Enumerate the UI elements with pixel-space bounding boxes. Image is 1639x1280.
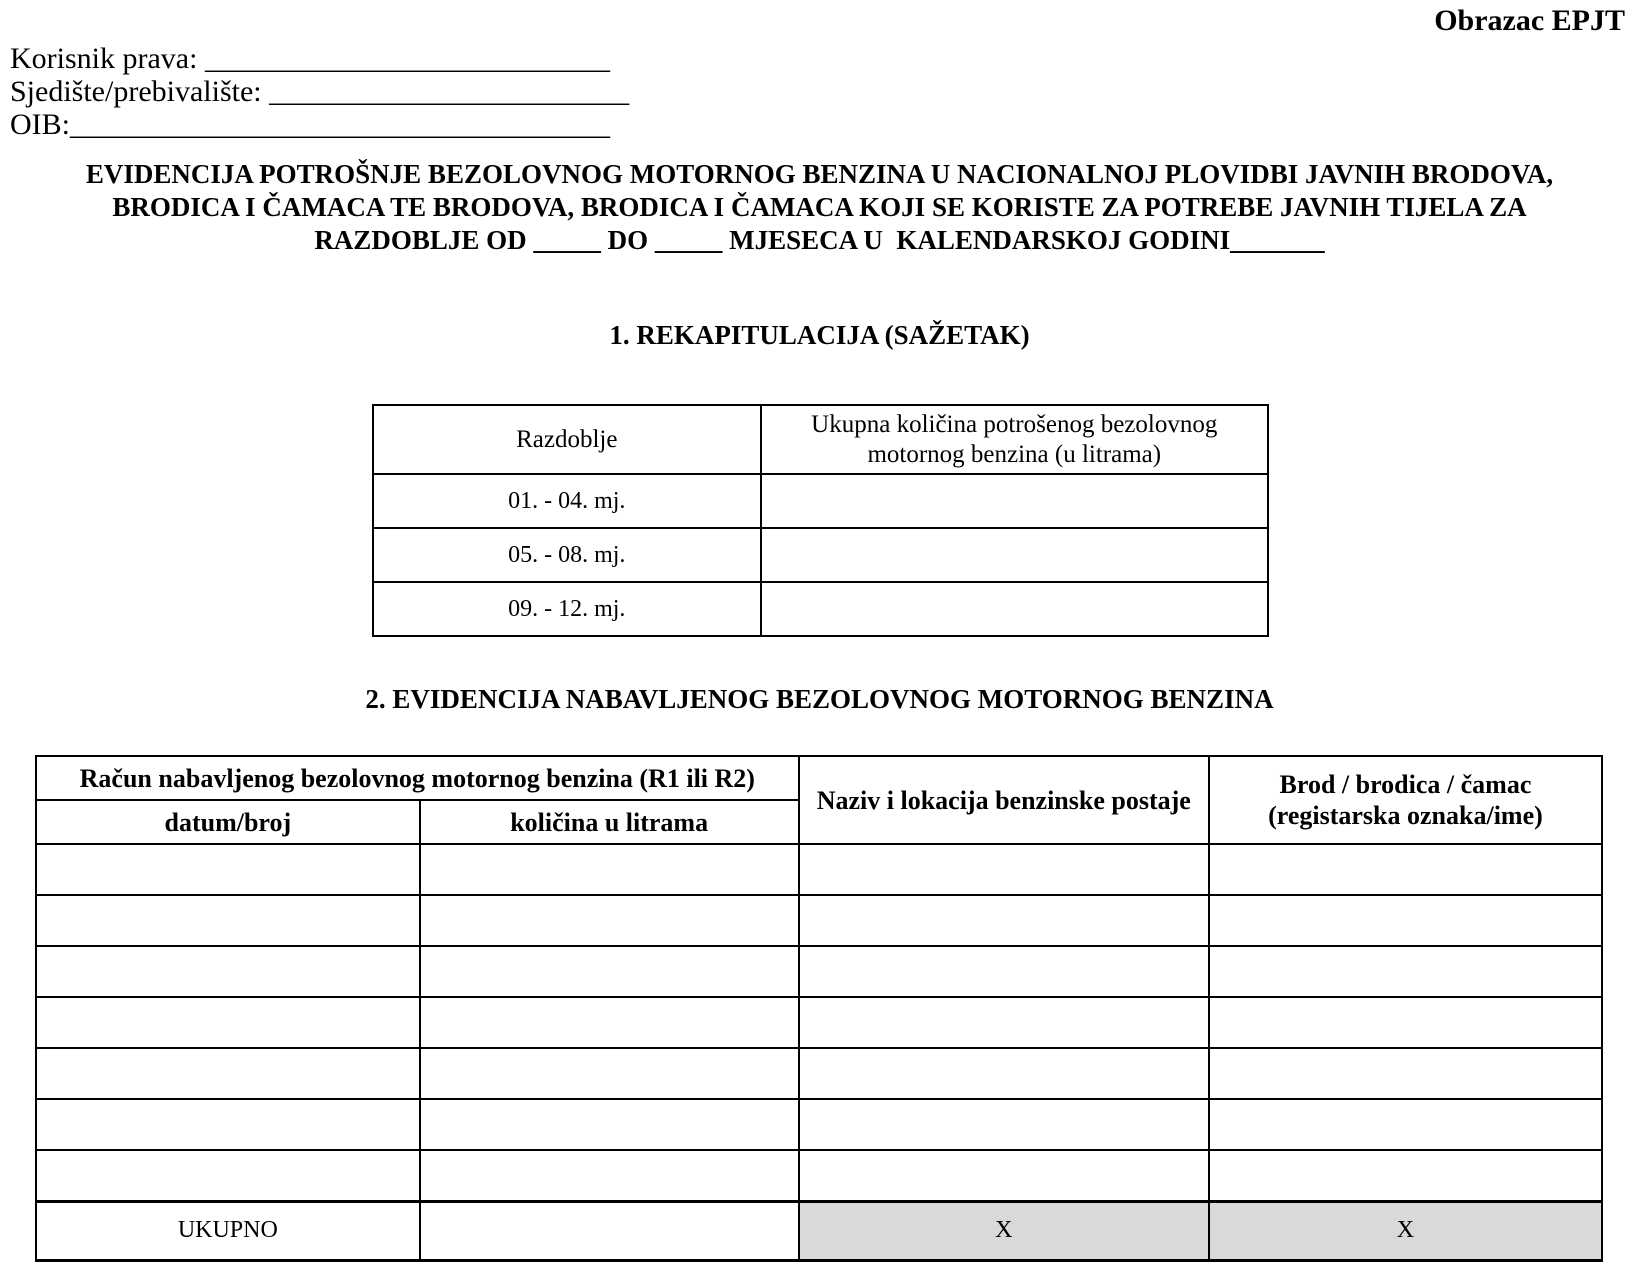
empty-input-cell[interactable] bbox=[36, 895, 420, 946]
purchase-row-empty bbox=[36, 844, 1602, 895]
title-line-3: RAZDOBLJE OD _____ DO _____ MJESECA U KALENDARSKOJ GODINI_______ bbox=[314, 225, 1325, 255]
quantity-input-cell[interactable] bbox=[761, 528, 1268, 582]
empty-input-cell[interactable] bbox=[1209, 1150, 1602, 1201]
empty-input-cell[interactable] bbox=[36, 997, 420, 1048]
empty-input-cell[interactable] bbox=[420, 997, 799, 1048]
empty-input-cell[interactable] bbox=[1209, 1048, 1602, 1099]
empty-input-cell[interactable] bbox=[36, 844, 420, 895]
empty-input-cell[interactable] bbox=[799, 946, 1209, 997]
section1-heading: 1. REKAPITULACIJA (SAŽETAK) bbox=[609, 320, 1030, 350]
title-line-1: EVIDENCIJA POTROŠNJE BEZOLOVNOG MOTORNOG BENZINA U NACIONALNOJ PLOVIDBI JAVNIH BRODOVA, bbox=[85, 159, 1554, 189]
period-cell: 01. - 04. mj. bbox=[373, 474, 761, 528]
field-oib bbox=[10, 108, 629, 141]
col-header-vessel-line-2: (registarska oznaka/ime) bbox=[1268, 801, 1543, 830]
empty-input-cell[interactable] bbox=[799, 844, 1209, 895]
field-blank-line[interactable]: ___________________________ bbox=[204, 42, 610, 75]
total-vessel-x-cell: X bbox=[1209, 1201, 1602, 1260]
purchase-row-empty bbox=[36, 1099, 1602, 1150]
empty-input-cell[interactable] bbox=[420, 1099, 799, 1150]
col-header-vessel bbox=[1209, 756, 1602, 844]
total-row bbox=[36, 1201, 1602, 1260]
recap-row bbox=[373, 474, 1268, 528]
empty-input-cell[interactable] bbox=[36, 1099, 420, 1150]
field-blank-line[interactable]: ________________________ bbox=[269, 75, 630, 108]
col-header-quantity-litres: količina u litrama bbox=[420, 800, 799, 844]
empty-input-cell[interactable] bbox=[36, 946, 420, 997]
field-korisnik-prava bbox=[10, 42, 629, 75]
empty-input-cell[interactable] bbox=[1209, 997, 1602, 1048]
field-blank-line[interactable]: ____________________________________ bbox=[70, 108, 610, 141]
recap-row bbox=[373, 528, 1268, 582]
col-header-date-number: datum/broj bbox=[36, 800, 420, 844]
purchase-row-empty bbox=[36, 895, 1602, 946]
purchase-header-row-1 bbox=[36, 756, 1602, 800]
period-cell: 09. - 12. mj. bbox=[373, 582, 761, 636]
quantity-input-cell[interactable] bbox=[761, 582, 1268, 636]
empty-input-cell[interactable] bbox=[36, 1150, 420, 1201]
purchase-row-empty bbox=[36, 997, 1602, 1048]
col-header-total-quantity: Ukupna količina potrošenog bezolovnog motornog benzina (u litrama) bbox=[761, 405, 1268, 474]
empty-input-cell[interactable] bbox=[420, 1150, 799, 1201]
recap-header-row bbox=[373, 405, 1268, 474]
empty-input-cell[interactable] bbox=[799, 895, 1209, 946]
field-label: Korisnik prava: bbox=[10, 42, 205, 75]
form-code: Obrazac EPJT bbox=[1434, 4, 1625, 37]
field-sjediste-prebivaliste bbox=[10, 75, 629, 108]
purchase-row-empty bbox=[36, 946, 1602, 997]
empty-input-cell[interactable] bbox=[420, 1048, 799, 1099]
empty-input-cell[interactable] bbox=[799, 1150, 1209, 1201]
empty-input-cell[interactable] bbox=[1209, 895, 1602, 946]
document-title bbox=[0, 158, 1639, 257]
col-header-vessel-line-1: Brod / brodica / čamac bbox=[1279, 770, 1532, 799]
field-label: Sjedište/prebivalište: bbox=[10, 75, 270, 108]
col-header-station: Naziv i lokacija benzinske postaje bbox=[799, 756, 1209, 844]
period-cell: 05. - 08. mj. bbox=[373, 528, 761, 582]
total-quantity-input-cell[interactable] bbox=[420, 1201, 799, 1260]
empty-input-cell[interactable] bbox=[799, 997, 1209, 1048]
empty-input-cell[interactable] bbox=[420, 895, 799, 946]
empty-input-cell[interactable] bbox=[1209, 946, 1602, 997]
recap-table bbox=[372, 404, 1269, 637]
empty-input-cell[interactable] bbox=[1209, 1099, 1602, 1150]
empty-input-cell[interactable] bbox=[1209, 844, 1602, 895]
empty-input-cell[interactable] bbox=[420, 844, 799, 895]
purchase-row-empty bbox=[36, 1048, 1602, 1099]
section2-heading: 2. EVIDENCIJA NABAVLJENOG BEZOLOVNOG MOTORNOG BENZINA bbox=[365, 684, 1274, 714]
empty-input-cell[interactable] bbox=[799, 1099, 1209, 1150]
field-label: OIB: bbox=[10, 108, 70, 141]
empty-input-cell[interactable] bbox=[36, 1048, 420, 1099]
user-info-block bbox=[10, 42, 629, 141]
empty-input-cell[interactable] bbox=[420, 946, 799, 997]
col-header-period: Razdoblje bbox=[373, 405, 761, 474]
title-line-2: BRODICA I ČAMACA TE BRODOVA, BRODICA I ČAMACA KOJI SE KORISTE ZA POTREBE JAVNIH TIJELA ZA bbox=[112, 192, 1527, 222]
empty-input-cell[interactable] bbox=[799, 1048, 1209, 1099]
purchase-table-body bbox=[36, 844, 1602, 1260]
recap-row bbox=[373, 582, 1268, 636]
purchase-row-empty bbox=[36, 1150, 1602, 1201]
purchase-table bbox=[35, 755, 1603, 1262]
quantity-input-cell[interactable] bbox=[761, 474, 1268, 528]
total-station-x-cell: X bbox=[799, 1201, 1209, 1260]
col-group-header-invoice: Račun nabavljenog bezolovnog motornog benzina (R1 ili R2) bbox=[36, 756, 799, 800]
total-label-cell: UKUPNO bbox=[36, 1201, 420, 1260]
